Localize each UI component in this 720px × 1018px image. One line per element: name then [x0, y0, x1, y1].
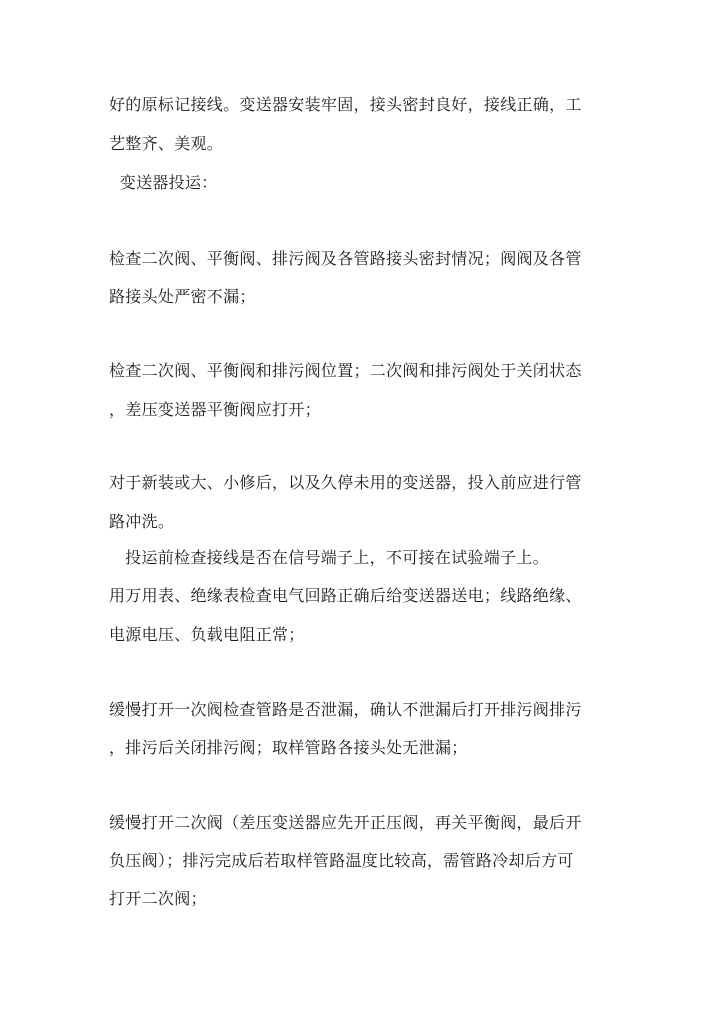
text-line: 好的原标记接线。变送器安装牢固，接头密封良好，接线正确，工 [109, 95, 582, 114]
text-line: 缓慢打开二次阀（差压变送器应先开正压阀，再关平衡阀，最后开 [109, 813, 582, 832]
text-line: 打开二次阀； [109, 889, 207, 908]
text-line: 缓慢打开一次阀检查管路是否泄漏，确认不泄漏后打开排污阀排污 [109, 700, 582, 719]
text-line: 路冲洗。 [109, 512, 175, 531]
text-line: 用万用表、绝缘表检查电气回路正确后给变送器送电；线路绝缘、 [109, 586, 582, 605]
text-line: 负压阀）；排污完成后若取样管路温度比较高，需管路冷却后方可 [109, 851, 574, 870]
text-line: 投运前检查接线是否在信号端子上，不可接在试验端子上。 [109, 548, 549, 567]
text-line: 检查二次阀、平衡阀和排污阀位置；二次阀和排污阀处于关闭状态 [109, 361, 582, 380]
text-line: 路接头处严密不漏； [109, 287, 256, 306]
section-heading: 变送器投运： [109, 173, 218, 192]
text-line: ，差压变送器平衡阀应打开； [109, 400, 321, 419]
text-line: 对于新装或大、小修后，以及久停未用的变送器，投入前应进行管 [109, 473, 582, 492]
text-line: 检查二次阀、平衡阀、排污阀及各管路接头密封情况；阀阀及各管 [109, 249, 582, 268]
text-line: 艺整齐、美观。 [109, 134, 224, 153]
text-line: 电源电压、负载电阻正常； [109, 625, 305, 644]
text-line: ，排污后关闭排污阀；取样管路各接头处无泄漏； [109, 738, 468, 757]
